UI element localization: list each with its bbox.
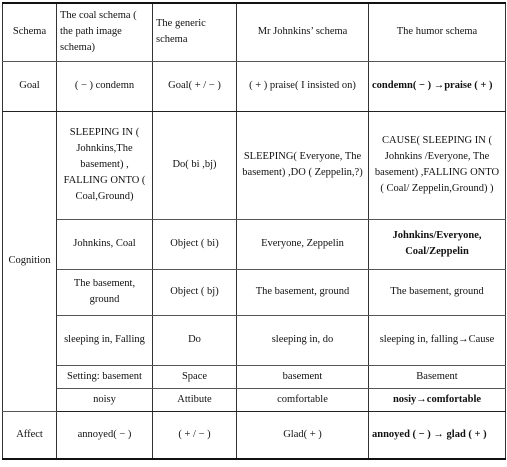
cognition-humor-cell [369,111,506,219]
header-schema-text: Schema [12,26,47,38]
cognition-generic-text: Do( bi ,bj) [172,159,217,170]
goal-coal-text: ( − ) condemn [74,80,135,91]
cognition-coal-text: SLEEPING IN ( Johnkins,The basement) , FALLING ONTO ( Coal,Ground) [63,127,146,202]
do-row [3,315,506,365]
object-i-mr-cell [237,219,369,269]
space-row [3,365,506,388]
header-coal-text: The coal schema ( the path image schema) [60,10,137,54]
header-mr-cell [237,3,369,61]
goal-humor-text: condemn( − ) →praise ( + ) [372,80,493,91]
space-mr-text: basement [282,370,323,382]
affect-mr-cell [237,411,369,459]
space-mr-cell [237,365,369,388]
goal-generic-cell [153,61,237,111]
affect-humor-text: annoyed ( − ) → glad ( + ) [372,428,487,440]
cognition-label-cell [3,111,57,411]
do-mr-cell [237,315,369,365]
object-j-humor-text: The basement, ground [390,286,484,297]
cognition-coal-cell [57,111,153,219]
space-coal-cell [57,365,153,388]
attribute-coal-cell [57,388,153,411]
goal-label: Goal [19,80,40,91]
affect-generic-cell [153,411,237,459]
header-generic-text: The generic schema [156,18,206,46]
attribute-humor-text: nosiy→comfortable [392,393,482,405]
object-i-row [3,219,506,269]
attribute-generic-text: Attibute [177,393,212,405]
object-i-humor-text: Johnkins/Everyone, Coal/Zeppelin [392,230,482,257]
goal-row [3,61,506,111]
header-generic-cell [153,3,237,61]
affect-row [3,411,506,459]
space-coal-text: Setting: basement [67,370,142,382]
header-row [3,3,506,61]
object-j-coal-cell [57,269,153,315]
do-generic-cell [153,315,237,365]
attribute-humor-cell [369,388,506,411]
object-i-humor-cell [369,219,506,269]
goal-humor-cell [369,61,506,111]
goal-label-cell [3,61,57,111]
object-j-row [3,269,506,315]
object-j-humor-cell [369,269,506,315]
affect-coal-cell [57,411,153,459]
cognition-generic-cell [153,111,237,219]
object-j-generic-cell [153,269,237,315]
header-schema-cell [3,3,57,61]
object-j-mr-text: The basement, ground [255,286,350,297]
object-j-mr-cell [237,269,369,315]
cognition-mr-cell [237,111,369,219]
header-humor-cell [369,3,506,61]
cognition-row [3,111,506,219]
affect-label: Affect [16,428,43,440]
goal-mr-cell [237,61,369,111]
attribute-mr-cell [237,388,369,411]
object-i-coal-cell [57,219,153,269]
object-j-generic-text: Object ( bj) [170,286,219,297]
object-i-generic-text: Object ( bi) [170,238,219,249]
affect-label-cell [3,411,57,459]
space-generic-text: Space [181,370,208,382]
space-humor-cell [369,365,506,388]
goal-mr-text: ( + ) praise( I insisted on) [249,80,356,91]
attribute-generic-cell [153,388,237,411]
affect-coal-text: annoyed( − ) [77,428,132,440]
attribute-mr-text: comfortable [277,393,328,405]
object-i-generic-cell [153,219,237,269]
cognition-humor-text: CAUSE( SLEEPING IN ( Johnkins /Everyone, The basement) ,FALLING ONTO ( Coal/ Zeppelin,Ground) ) [374,135,500,194]
object-i-coal-text: Johnkins, Coal [73,238,136,249]
do-coal-text: sleeping in, Falling [64,334,145,345]
attribute-row [3,388,506,411]
do-humor-text: sleeping in, falling→Cause [379,334,495,345]
header-coal-cell [57,3,153,61]
goal-generic-text: Goal( + / − ) [168,80,221,91]
do-humor-cell [369,315,506,365]
cognition-mr-text: SLEEPING( Everyone, The basement) ,DO ( Zeppelin,?) [242,151,363,178]
do-coal-cell [57,315,153,365]
object-i-mr-text: Everyone, Zeppelin [261,238,344,249]
header-humor-text: The humor schema [396,26,478,38]
header-mr-text: Mr Johnkins’ schema [257,26,348,38]
affect-generic-text: ( + / − ) [178,428,211,440]
do-mr-text: sleeping in, do [271,334,334,345]
object-j-coal-text: The basement, ground [73,278,136,305]
space-generic-cell [153,365,237,388]
affect-mr-text: Glad( + ) [283,428,322,440]
attribute-coal-text: noisy [93,393,116,405]
schema-comparison-table [2,2,506,460]
do-generic-text: Do [188,334,201,345]
cognition-label: Cognition [8,255,51,266]
space-humor-text: Basement [416,370,458,382]
affect-humor-cell [369,411,506,459]
goal-coal-cell [57,61,153,111]
